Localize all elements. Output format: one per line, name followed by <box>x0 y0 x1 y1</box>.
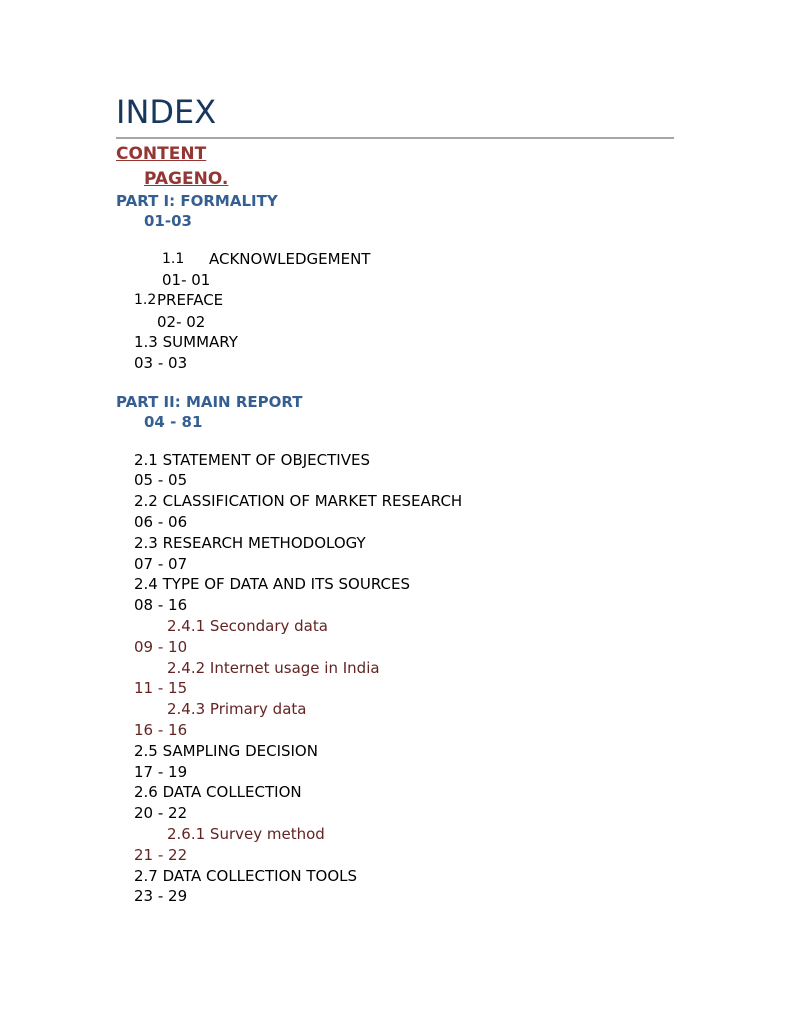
entry-1-1-pages: 01- 01 <box>162 271 211 289</box>
entry-2-1-label: 2.1 STATEMENT OF OBJECTIVES <box>134 451 370 469</box>
content-column-header: CONTENT <box>116 144 207 164</box>
entry-2-6-pages: 20 - 22 <box>134 804 188 822</box>
pageno-column-header: PAGENO. <box>144 169 229 189</box>
entry-1-3-label: 1.3 SUMMARY <box>134 333 238 351</box>
entry-2-4-3-label: 2.4.3 Primary data <box>167 700 307 718</box>
part-1-pages: 01-03 <box>144 212 192 230</box>
entry-2-6-label: 2.6 DATA COLLECTION <box>134 783 302 801</box>
part-1-heading: PART I: FORMALITY <box>116 192 278 210</box>
entry-2-6-1-label: 2.6.1 Survey method <box>167 825 325 843</box>
entry-2-1-pages: 05 - 05 <box>134 471 188 489</box>
entry-2-4-1-label: 2.4.1 Secondary data <box>167 617 328 635</box>
entry-1-2-pages: 02- 02 <box>157 313 206 331</box>
entry-2-7-pages: 23 - 29 <box>134 887 188 905</box>
entry-2-5-pages: 17 - 19 <box>134 763 188 781</box>
entry-1-3-pages: 03 - 03 <box>134 354 188 372</box>
entry-1-2-number: 1.2 <box>134 292 157 308</box>
entry-2-4-pages: 08 - 16 <box>134 596 188 614</box>
entry-2-4-3-pages: 16 - 16 <box>134 721 188 739</box>
entry-2-6-1-pages: 21 - 22 <box>134 846 188 864</box>
entry-2-3-label: 2.3 RESEARCH METHODOLOGY <box>134 534 366 552</box>
entry-2-4-2-pages: 11 - 15 <box>134 679 188 697</box>
entry-2-2-label: 2.2 CLASSIFICATION OF MARKET RESEARCH <box>134 492 463 510</box>
entry-2-4-1-pages: 09 - 10 <box>134 638 188 656</box>
entry-2-5-label: 2.5 SAMPLING DECISION <box>134 742 318 760</box>
page-title: INDEX <box>116 93 217 131</box>
entry-2-2-pages: 06 - 06 <box>134 513 188 531</box>
entry-2-7-label: 2.7 DATA COLLECTION TOOLS <box>134 867 358 885</box>
part-2-heading: PART II: MAIN REPORT <box>116 393 303 411</box>
entry-2-4-2-label: 2.4.2 Internet usage in India <box>167 659 380 677</box>
entry-1-1-number: 1.1 <box>162 251 185 267</box>
part-2-pages: 04 - 81 <box>144 413 203 431</box>
entry-1-1-label: ACKNOWLEDGEMENT <box>209 250 371 268</box>
entry-2-4-label: 2.4 TYPE OF DATA AND ITS SOURCES <box>134 575 410 593</box>
entry-1-2-label: PREFACE <box>157 291 224 309</box>
entry-2-3-pages: 07 - 07 <box>134 555 188 573</box>
title-divider <box>116 137 674 139</box>
